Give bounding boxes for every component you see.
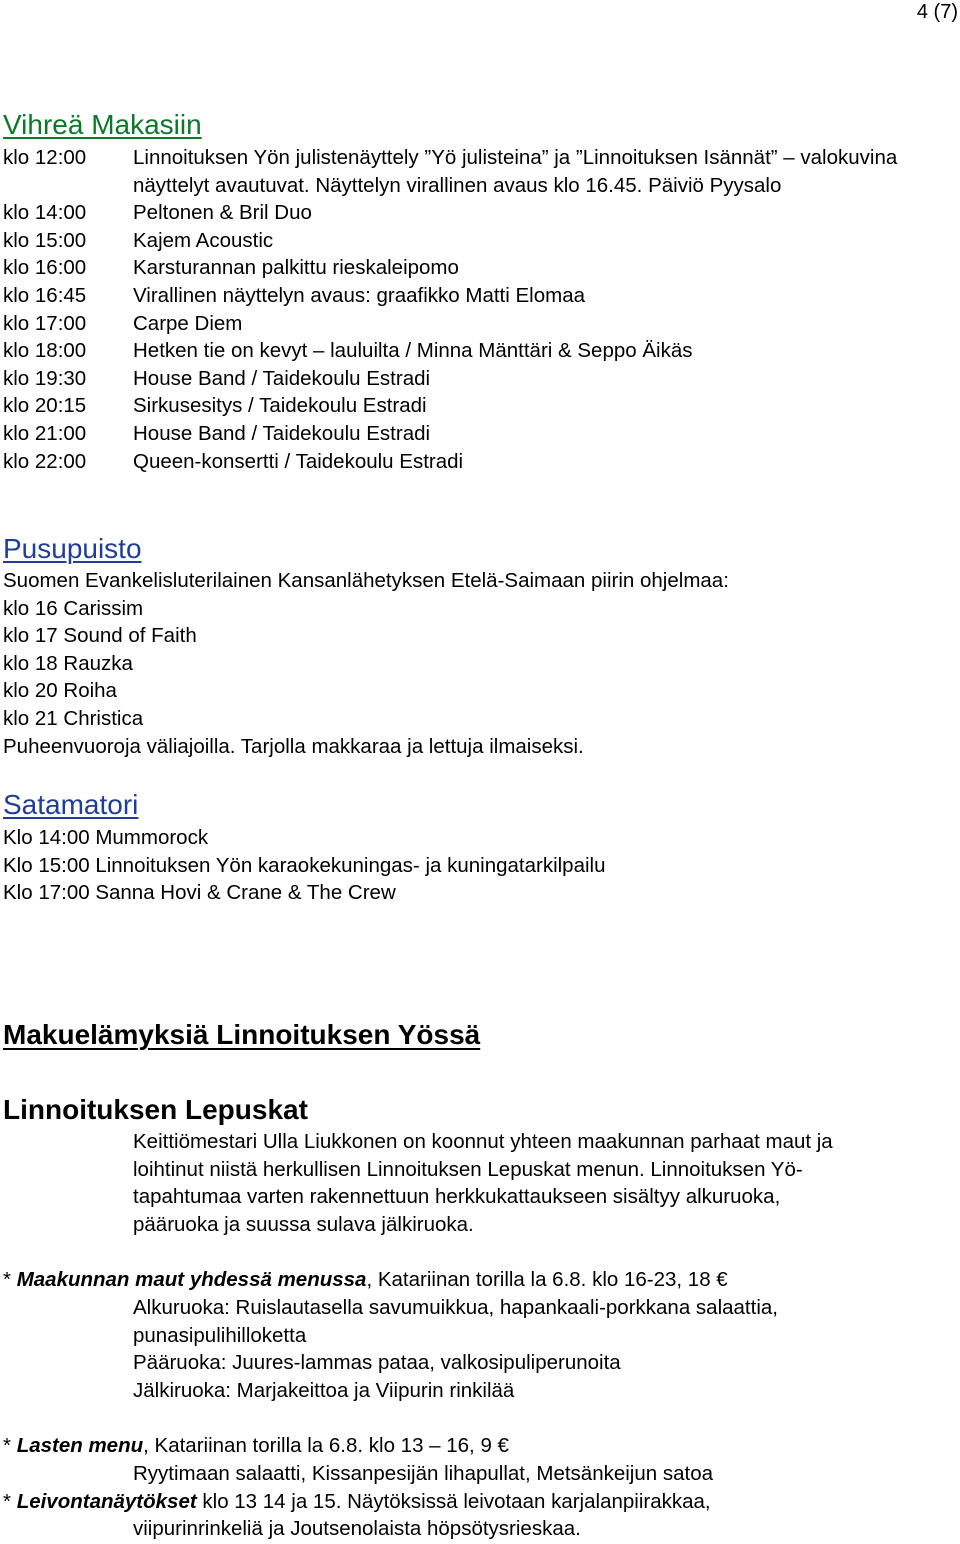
intro-line: Keittiömestari Ulla Liukkonen on koonnut yhteen maakunnan parhaat maut ja xyxy=(133,1130,833,1153)
schedule-desc: Queen-konsertti / Taidekoulu Estradi xyxy=(133,449,464,473)
menu-bullet: * xyxy=(3,1268,17,1291)
menu-lasten-items xyxy=(133,1460,955,1488)
intro-line: loihtinut niistä herkullisen Linnoituksen Lepuskat menun. Linnoituksen Yö- xyxy=(133,1157,803,1181)
schedule-desc: Sirkusesitys / Taidekoulu Estradi xyxy=(133,394,427,418)
schedule-row xyxy=(3,365,958,393)
menu-name: Leivontanäytökset xyxy=(16,1490,197,1513)
menu-line: Pääruoka: Juures-lammas pataa, valkosipuliperunoita xyxy=(133,1351,621,1375)
program-line: Puheenvuoroja väliajoilla. Tarjolla makkaraa ja lettuja ilmaiseksi. xyxy=(3,734,584,758)
schedule-time: klo 16:45 xyxy=(3,283,87,307)
intro-line: tapahtumaa varten rakennettuun herkkukattaukseen sisältyy alkuruoka, xyxy=(133,1185,781,1209)
menu-line: Jälkiruoka: Marjakeittoa ja Viipurin rinkilää xyxy=(133,1378,515,1402)
schedule-time: klo 20:15 xyxy=(3,394,87,418)
program-line: klo 18 Rauzka xyxy=(3,651,133,675)
vihrea-schedule xyxy=(3,144,958,475)
menu-details: , Katariinan torilla la 6.8. klo 13 – 16, 9 € xyxy=(143,1434,509,1457)
menu-bullet: * xyxy=(3,1490,17,1513)
schedule-row xyxy=(3,144,958,199)
satamatori-program xyxy=(3,824,958,907)
schedule-time: klo 17:00 xyxy=(3,311,87,335)
menu-details: klo 13 14 ja 15. Näytöksissä leivotaan karjalanpiirakkaa, xyxy=(196,1490,711,1513)
heading-makuelamyksia: Makuelämyksiä Linnoituksen Yössä xyxy=(3,1019,481,1050)
schedule-time: klo 19:30 xyxy=(3,366,87,390)
schedule-desc: Karsturannan palkittu rieskaleipomo xyxy=(133,256,459,280)
menu-name: Lasten menu xyxy=(16,1434,144,1457)
menu-details: , Katariinan torilla la 6.8. klo 16-23, 18 € xyxy=(366,1268,728,1291)
schedule-desc: Peltonen & Bril Duo xyxy=(133,201,312,225)
menu-lasten-heading xyxy=(3,1432,958,1460)
schedule-time: klo 16:00 xyxy=(3,256,87,280)
program-line: klo 20 Roiha xyxy=(3,679,117,703)
schedule-desc: Virallinen näyttelyn avaus: graafikko Matti Elomaa xyxy=(133,283,585,307)
schedule-row xyxy=(3,420,958,448)
menu-line: viipurinrinkeliä ja Joutsenolaista höpsötysrieskaa. xyxy=(133,1517,581,1540)
program-line: klo 16 Carissim xyxy=(3,596,144,620)
menu-leivonta-heading xyxy=(3,1488,958,1516)
heading-satamatori: Satamatori xyxy=(3,789,139,820)
schedule-desc: Linnoituksen Yön julistenäyttely ”Yö julisteina” ja ”Linnoituksen Isännät” – valokuvina näyttelyt avautuvat. Näyttelyn virallinen avaus klo 16.45. Päiviö Pyysalo xyxy=(133,146,898,197)
schedule-time: klo 22:00 xyxy=(3,449,87,473)
menu-maakunnan-maut-items xyxy=(133,1294,955,1404)
program-line: Klo 15:00 Linnoituksen Yön karaokekuningas- ja kuningatarkilpailu xyxy=(3,853,606,877)
heading-vihrea-makasiin: Vihreä Makasiin xyxy=(3,109,202,140)
pusupuisto-program xyxy=(3,567,958,760)
program-line: Klo 14:00 Mummorock xyxy=(3,826,209,849)
menu-leivonta-items xyxy=(133,1515,955,1543)
schedule-row xyxy=(3,282,958,310)
program-line: Klo 17:00 Sanna Hovi & Crane & The Crew xyxy=(3,881,396,905)
program-line: klo 21 Christica xyxy=(3,706,144,730)
schedule-desc: House Band / Taidekoulu Estradi xyxy=(133,421,431,445)
schedule-desc: House Band / Taidekoulu Estradi xyxy=(133,366,431,390)
schedule-row xyxy=(3,337,958,365)
schedule-time: klo 15:00 xyxy=(3,228,87,252)
schedule-time: klo 21:00 xyxy=(3,421,87,445)
schedule-row xyxy=(3,392,958,420)
menu-name: Maakunnan maut yhdessä menussa xyxy=(16,1268,367,1291)
schedule-row xyxy=(3,254,958,282)
schedule-desc: Hetken tie on kevyt – lauluilta / Minna Mänttäri & Seppo Äikäs xyxy=(133,339,693,363)
lepuskat-intro xyxy=(133,1128,955,1238)
program-line: klo 17 Sound of Faith xyxy=(3,624,197,648)
program-line: Suomen Evankelisluterilainen Kansanlähetyksen Etelä-Saimaan piirin ohjelmaa: xyxy=(3,569,729,592)
schedule-time: klo 14:00 xyxy=(3,201,87,225)
schedule-time: klo 12:00 xyxy=(3,146,87,169)
schedule-row xyxy=(3,227,958,255)
menu-maakunnan-maut-heading xyxy=(3,1266,958,1294)
schedule-row xyxy=(3,310,958,338)
heading-lepuskat: Linnoituksen Lepuskat xyxy=(3,1094,308,1125)
page-number: 4 (7) xyxy=(916,1,958,23)
schedule-desc: Carpe Diem xyxy=(133,311,243,335)
menu-line: Alkuruoka: Ruislautasella savumuikkua, hapankaali-porkkana salaattia, xyxy=(133,1296,778,1319)
menu-line: Ryytimaan salaatti, Kissanpesijän lihapullat, Metsänkeijun satoa xyxy=(133,1462,714,1485)
heading-pusupuisto: Pusupuisto xyxy=(3,533,142,564)
schedule-row xyxy=(3,448,958,476)
menu-line: punasipulihilloketta xyxy=(133,1323,307,1347)
schedule-row xyxy=(3,199,958,227)
schedule-time: klo 18:00 xyxy=(3,339,87,363)
menu-bullet: * xyxy=(3,1434,17,1457)
intro-line: pääruoka ja suussa sulava jälkiruoka. xyxy=(133,1212,474,1236)
schedule-desc: Kajem Acoustic xyxy=(133,228,274,252)
